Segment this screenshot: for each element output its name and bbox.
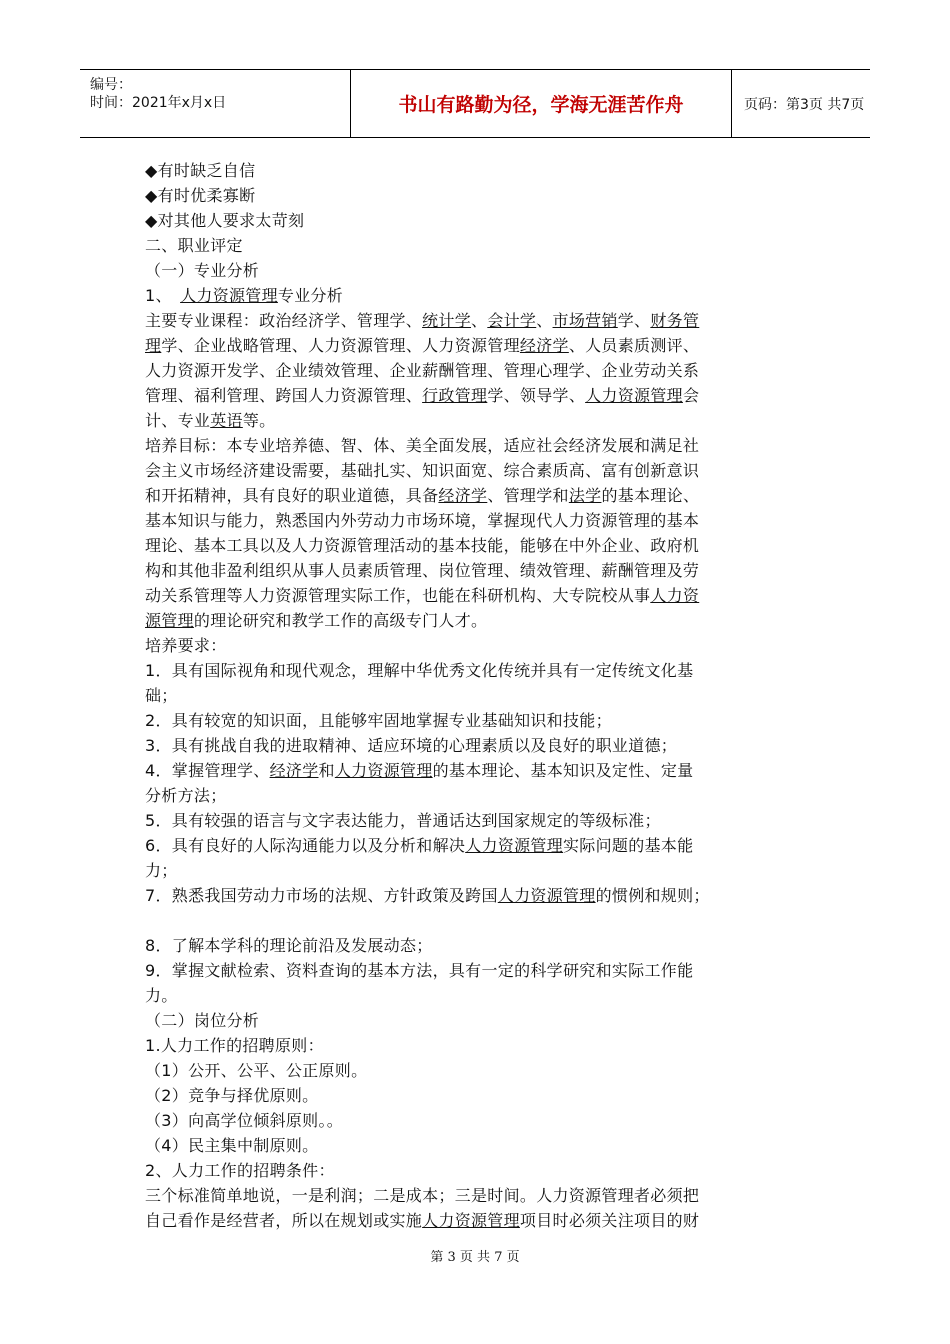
- text-run: 会: [682, 386, 700, 405]
- header-motto-cell: [350, 70, 732, 137]
- text-run: 学、领导学、: [487, 386, 586, 405]
- text-run: 7．熟悉我国劳动力市场的法规、方针政策及跨国: [145, 886, 498, 905]
- text-line: [145, 608, 805, 633]
- text-line: [145, 1008, 805, 1033]
- text-line: [145, 733, 805, 758]
- text-run: 、: [536, 311, 553, 330]
- text-run: 和: [318, 761, 335, 780]
- page-footer: 第 3 页 共 7 页: [430, 1250, 520, 1265]
- text-line: [145, 583, 805, 608]
- text-run: 3．具有挑战自我的进取精神、适应环境的心理素质以及良好的职业道德；: [145, 736, 678, 755]
- text-line: [145, 708, 805, 733]
- text-line: [145, 358, 805, 383]
- text-line: [145, 758, 805, 783]
- text-run: 和开拓精神，具有良好的职业道德，具备: [145, 486, 439, 505]
- text-run: ◆有时优柔寡断: [145, 186, 256, 205]
- text-run: 管理、福利管理、跨国人力资源管理、: [145, 386, 423, 405]
- text-line: [145, 858, 805, 883]
- text-run: 等。: [242, 411, 276, 430]
- text-run: 学、: [617, 311, 651, 330]
- text-line: [145, 633, 805, 658]
- text-line: [145, 808, 805, 833]
- text-run: （3）向高学位倾斜原则。。: [145, 1111, 344, 1130]
- text-line: [145, 433, 805, 458]
- text-run: 力；: [145, 861, 178, 880]
- text-line: [145, 658, 805, 683]
- text-line: [145, 408, 805, 433]
- text-run: 1.人力工作的招聘原则：: [145, 1036, 324, 1055]
- text-line: [145, 483, 805, 508]
- text-run: 的理论研究和教学工作的高级专门人才。: [193, 611, 488, 630]
- text-run: 自己看作是经营者，所以在规划或实施: [145, 1211, 423, 1230]
- term-link[interactable]: 行政管理: [422, 386, 488, 405]
- term-link[interactable]: 人力资源管理: [180, 286, 278, 305]
- page-code: 页码：第3页 共7页: [744, 97, 865, 113]
- text-line: [145, 383, 805, 408]
- text-line: [145, 1183, 805, 1208]
- text-run: （一）专业分析: [145, 261, 260, 280]
- term-link[interactable]: 会计学: [487, 311, 537, 330]
- text-run: 的基本理论、: [601, 486, 700, 505]
- text-line: [145, 158, 805, 183]
- text-line: [145, 1208, 805, 1233]
- text-run: 专业分析: [277, 286, 344, 305]
- text-line: [145, 1158, 805, 1183]
- text-run: 1．具有国际视角和现代观念，理解中华优秀文化传统并具有一定传统文化基: [145, 661, 694, 680]
- term-link[interactable]: 人力资源管理: [465, 836, 563, 855]
- page-header: [80, 69, 870, 138]
- text-run: 理论、基本工具以及人力资源管理活动的基本技能，能够在中外企业、政府机: [145, 536, 700, 555]
- text-run: 1、: [145, 286, 181, 305]
- text-line: [145, 208, 805, 233]
- text-run: 构和其他非盈利组织从事人员素质管理、岗位管理、绩效管理、薪酬管理及劳: [145, 561, 700, 580]
- text-run: 5．具有较强的语言与文字表达能力，普通话达到国家规定的等级标准；: [145, 811, 661, 830]
- term-link[interactable]: 市场营销: [552, 311, 618, 330]
- text-line: [145, 783, 805, 808]
- document-number-label: 编号：: [90, 77, 132, 93]
- text-line: [145, 1108, 805, 1133]
- text-run: （1）公开、公平、公正原则。: [145, 1061, 368, 1080]
- term-link[interactable]: 统计学: [422, 311, 472, 330]
- term-link[interactable]: 人力资源管理: [585, 386, 683, 405]
- text-run: （2）竞争与择优原则。: [145, 1086, 319, 1105]
- text-run: 的惯例和规则；: [595, 886, 710, 905]
- text-line: [145, 983, 805, 1008]
- text-run: 二、职业评定: [145, 236, 243, 255]
- text-line: [145, 533, 805, 558]
- text-run: 分析方法；: [145, 786, 227, 805]
- text-run: 、人员素质测评、: [568, 336, 700, 355]
- text-run: 计、专业: [145, 411, 211, 430]
- text-line: [145, 258, 805, 283]
- text-run: 2．具有较宽的知识面，且能够牢固地掌握专业基础知识和技能；: [145, 711, 612, 730]
- term-link[interactable]: 经济学: [269, 761, 319, 780]
- text-run: 、管理学和: [487, 486, 569, 505]
- text-run: 人力资源开发学、企业绩效管理、企业薪酬管理、管理心理学、企业劳动关系: [145, 361, 700, 380]
- text-line: [145, 233, 805, 258]
- term-link[interactable]: 财务管: [650, 311, 700, 330]
- text-run: ◆对其他人要求太苛刻: [145, 211, 305, 230]
- text-line: [145, 558, 805, 583]
- text-line: [145, 1033, 805, 1058]
- term-link[interactable]: 经济学: [519, 336, 569, 355]
- text-run: 、: [471, 311, 488, 330]
- term-link[interactable]: 人力资源管理: [334, 761, 433, 780]
- text-run: 主要专业课程：政治经济学、管理学、: [145, 311, 423, 330]
- term-link[interactable]: 人力资源管理: [422, 1211, 520, 1230]
- text-run: 8．了解本学科的理论前沿及发展动态；: [145, 936, 433, 955]
- text-run: 4．掌握管理学、: [145, 761, 270, 780]
- text-line: [145, 1133, 805, 1158]
- term-link[interactable]: 英语: [210, 411, 243, 430]
- text-run: 三个标准简单地说，一是利润；二是成本；三是时间。人力资源管理者必须把: [145, 1186, 700, 1205]
- text-line: [145, 683, 805, 708]
- text-run: （二）岗位分析: [145, 1011, 260, 1030]
- text-line: [145, 1083, 805, 1108]
- document-body: [145, 158, 805, 1233]
- text-run: 的基本理论、基本知识及定性、定量: [432, 761, 694, 780]
- term-link[interactable]: 源管理: [145, 611, 194, 630]
- text-run: 培养目标：本专业培养德、智、体、美全面发展，适应社会经济发展和满足社: [145, 436, 700, 455]
- text-run: 培养要求：: [145, 636, 227, 655]
- header-meta: [80, 70, 280, 137]
- text-run: 力。: [145, 986, 178, 1005]
- text-line: [145, 283, 805, 308]
- text-line: [145, 1058, 805, 1083]
- text-run: 2、人力工作的招聘条件：: [145, 1161, 335, 1180]
- text-line: [145, 308, 805, 333]
- text-run: 实际问题的基本能: [563, 836, 694, 855]
- text-run: 9．掌握文献检索、资料查询的基本方法，具有一定的科学研究和实际工作能: [145, 961, 694, 980]
- text-run: 础；: [145, 686, 178, 705]
- text-line: [145, 958, 805, 983]
- text-line: [145, 933, 805, 958]
- text-run: 6．具有良好的人际沟通能力以及分析和解决: [145, 836, 466, 855]
- term-link[interactable]: 人力资源管理: [497, 886, 596, 905]
- text-line: [145, 183, 805, 208]
- text-line: [145, 508, 805, 533]
- document-date: 时间：2021年x月x日: [90, 95, 227, 111]
- text-line: [145, 883, 805, 908]
- text-run: ◆有时缺乏自信: [145, 161, 256, 180]
- text-line: [145, 908, 805, 933]
- term-link[interactable]: 经济学: [438, 486, 488, 505]
- text-run: （4）民主集中制原则。: [145, 1136, 319, 1155]
- text-run: 动关系管理等人力资源管理实际工作，也能在科研机构、大专院校从事: [145, 586, 651, 605]
- text-line: [145, 333, 805, 358]
- motto: 书山有路勤为径，学海无涯苦作舟: [398, 94, 684, 116]
- text-line: [145, 833, 805, 858]
- term-link[interactable]: 理: [145, 336, 162, 355]
- term-link[interactable]: 人力资: [650, 586, 700, 605]
- text-line: [145, 458, 805, 483]
- header-page-cell: [730, 70, 870, 137]
- term-link[interactable]: 法学: [568, 486, 602, 505]
- text-run: 学、企业战略管理、人力资源管理、人力资源管理: [161, 336, 520, 355]
- text-run: 会主义市场经济建设需要，基础扎实、知识面宽、综合素质高、富有创新意识: [145, 461, 700, 480]
- text-run: 基本知识与能力，熟悉国内外劳动力市场环境，掌握现代人力资源管理的基本: [145, 511, 700, 530]
- text-run: 项目时必须关注项目的财: [519, 1211, 700, 1230]
